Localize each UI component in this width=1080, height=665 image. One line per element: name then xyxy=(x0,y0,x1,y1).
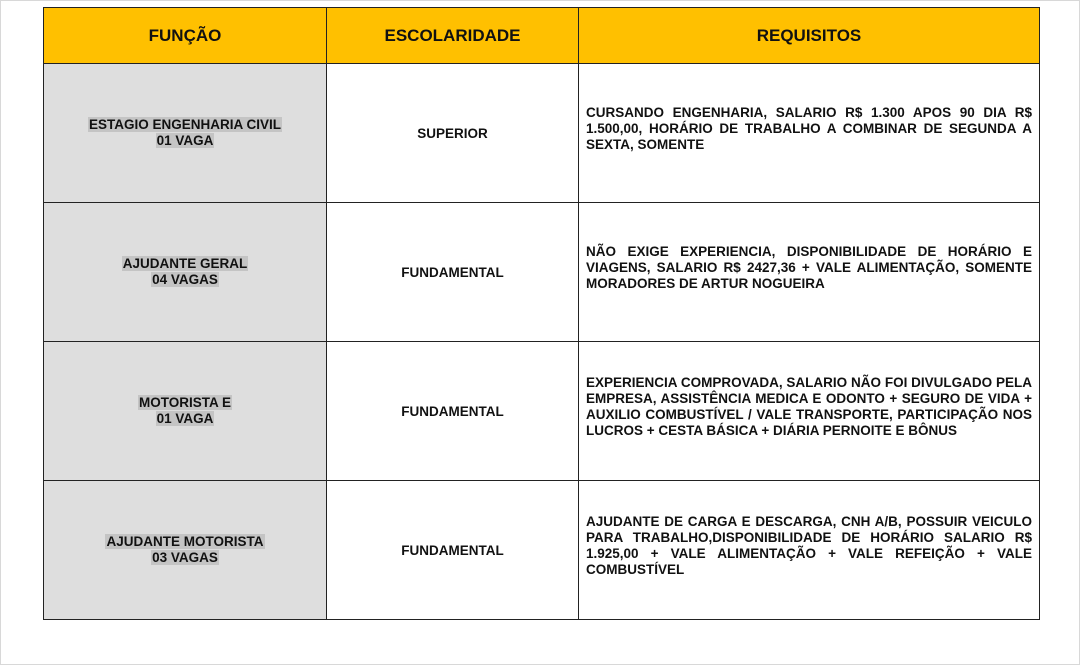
escolaridade-cell: FUNDAMENTAL xyxy=(327,342,579,481)
requisitos-cell xyxy=(579,342,1040,481)
header-escolaridade: ESCOLARIDADE xyxy=(327,8,579,64)
escolaridade-cell: FUNDAMENTAL xyxy=(327,481,579,620)
table-row xyxy=(44,342,1040,481)
requisitos-text: EXPERIENCIA COMPROVADA, SALARIO NÃO FOI DIVULGADO PELA EMPRESA, ASSISTÊNCIA MEDICA E ODONTO + SEGURO DE VIDA + AUXILIO COMBUSTÍVEL / VALE TRANSPORTE, PARTICIPAÇÃO NOS LUCROS + CESTA BÁSICA + DIÁRIA PERNOITE E BÔNUS xyxy=(586,374,1032,439)
funcao-cell xyxy=(44,481,327,620)
job-openings-table xyxy=(43,7,1040,620)
funcao-cell xyxy=(44,64,327,203)
funcao-title: ESTAGIO ENGENHARIA CIVIL xyxy=(88,117,281,132)
funcao-vagas: 04 VAGAS xyxy=(152,272,218,287)
header-requisitos: REQUISITOS xyxy=(579,8,1040,64)
escolaridade-cell: FUNDAMENTAL xyxy=(327,203,579,342)
table-row xyxy=(44,481,1040,620)
requisitos-text: CURSANDO ENGENHARIA, SALARIO R$ 1.300 APOS 90 DIA R$ 1.500,00, HORÁRIO DE TRABALHO A COMBINAR DE SEGUNDA A SEXTA, SOMENTE xyxy=(586,104,1032,153)
requisitos-cell xyxy=(579,203,1040,342)
escolaridade-cell: SUPERIOR xyxy=(327,64,579,203)
funcao-cell xyxy=(44,342,327,481)
table-row xyxy=(44,203,1040,342)
funcao-title: AJUDANTE GERAL xyxy=(122,256,248,271)
table-header-row xyxy=(44,8,1040,64)
header-funcao: FUNÇÃO xyxy=(44,8,327,64)
funcao-title: MOTORISTA E xyxy=(138,395,231,410)
funcao-vagas: 01 VAGA xyxy=(156,411,214,426)
funcao-cell xyxy=(44,203,327,342)
table-row xyxy=(44,64,1040,203)
funcao-title: AJUDANTE MOTORISTA xyxy=(106,534,264,549)
funcao-vagas: 03 VAGAS xyxy=(152,550,218,565)
requisitos-cell xyxy=(579,64,1040,203)
requisitos-text: NÃO EXIGE EXPERIENCIA, DISPONIBILIDADE DE HORÁRIO E VIAGENS, SALARIO R$ 2427,36 + VALE ALIMENTAÇÃO, SOMENTE MORADORES DE ARTUR NOGUEIRA xyxy=(586,243,1032,292)
requisitos-text: AJUDANTE DE CARGA E DESCARGA, CNH A/B, POSSUIR VEICULO PARA TRABALHO,DISPONIBILIDADE DE HORÁRIO SALARIO R$ 1.925,00 + VALE ALIMENTAÇÃO + VALE REFEIÇÃO + VALE COMBUSTÍVEL xyxy=(586,513,1032,578)
funcao-vagas: 01 VAGA xyxy=(156,133,214,148)
requisitos-cell xyxy=(579,481,1040,620)
